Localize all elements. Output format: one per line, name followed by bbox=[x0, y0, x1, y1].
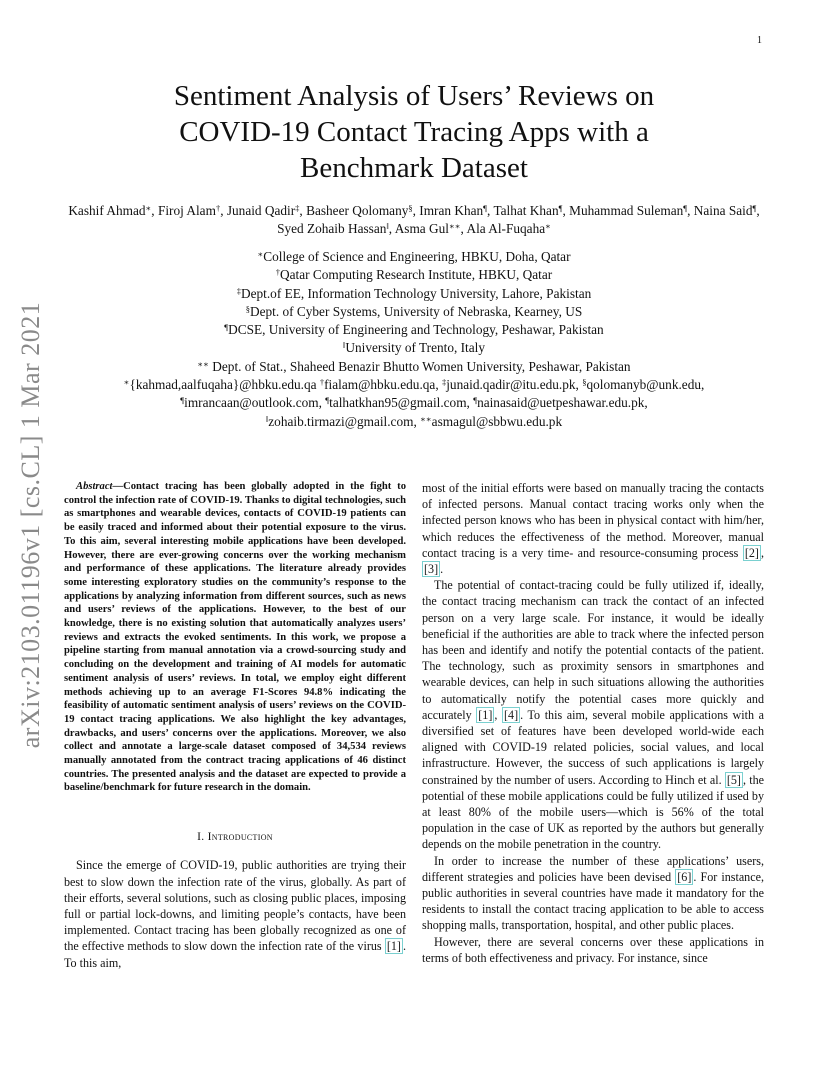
email-address: imrancaan@outlook.com, bbox=[184, 395, 326, 411]
citation-link[interactable]: [5] bbox=[726, 772, 741, 787]
affiliation-line bbox=[64, 358, 764, 376]
email-mark: ‖ bbox=[265, 413, 269, 424]
email-mark: ¶ bbox=[473, 395, 478, 406]
affiliation-mark: ‖ bbox=[342, 340, 346, 351]
author-name: Talhat Khan bbox=[493, 203, 559, 218]
right-paragraph-4 bbox=[422, 934, 764, 966]
abstract-dash: — bbox=[112, 481, 124, 492]
rp2-text2: . To this aim, several mobile applications with a diversified set of features have been developed world-wide each aligned with COVID-19 related policies, social values, and local infrastructure. However, the success of such applications is largely constrained by the number of users. According to Hinch et al. bbox=[422, 707, 765, 787]
email-line-1 bbox=[64, 376, 764, 394]
author-affiliation-mark: ¶ bbox=[683, 203, 688, 213]
title-line-1: Sentiment Analysis of Users’ Reviews on bbox=[173, 80, 655, 112]
rp2-tail: , the potential of these mobile applications could be fully utilized if used by at least 80% of the mobile users—which is 56% of the total population in the case of UK as reported by the authors but generally depends on the mobile penetration in the country. bbox=[422, 772, 764, 852]
affiliation-line bbox=[64, 303, 764, 321]
author-affiliation-mark: ‡ bbox=[295, 203, 300, 213]
affiliation-text: Dept. of Cyber Systems, University of Nebraska, Kearney, US bbox=[250, 303, 583, 319]
author-separator: , bbox=[388, 221, 395, 236]
affiliation-mark: ∗ bbox=[257, 249, 264, 259]
author-name: Imran Khan bbox=[419, 203, 484, 218]
rp3-tail: . For instance, public authorities in several countries have made it mandatory for the residents to install the contact tracing application to be able to access shopping malls, transportation, hospital, and other public places. bbox=[422, 869, 764, 933]
rp2-mid: , bbox=[494, 707, 503, 722]
affiliation-list bbox=[64, 248, 764, 431]
abstract bbox=[64, 480, 406, 795]
email-line-3 bbox=[64, 413, 764, 431]
author-name: Basheer Qolomany bbox=[306, 203, 409, 218]
paper-header bbox=[64, 78, 764, 431]
author-separator: , bbox=[412, 203, 420, 218]
author-name: Firoj Alam bbox=[157, 203, 216, 218]
citation-link[interactable]: [2] bbox=[744, 545, 759, 560]
affiliation-text: College of Science and Engineering, HBKU, Doha, Qatar bbox=[263, 249, 571, 264]
section-number: I. bbox=[197, 831, 208, 844]
section-heading-introduction bbox=[64, 829, 406, 845]
author-affiliation-mark: ¶ bbox=[558, 203, 563, 213]
citation-link[interactable]: [1] bbox=[386, 939, 401, 954]
email-address: zohaib.tirmazi@gmail.com, bbox=[268, 413, 421, 429]
email-mark: † bbox=[319, 377, 325, 388]
author-affiliation-mark: ¶ bbox=[483, 203, 488, 213]
intro-p1-tail: . To this aim, bbox=[64, 939, 406, 970]
email-mark: ¶ bbox=[325, 395, 330, 406]
arxiv-identifier-stamp: arXiv:2103.01196v1 [cs.CL] 1 Mar 2021 bbox=[16, 301, 45, 749]
right-paragraph-2 bbox=[422, 577, 764, 852]
affiliation-mark: § bbox=[245, 303, 250, 314]
affiliation-line bbox=[64, 266, 764, 284]
affiliation-line bbox=[64, 285, 764, 303]
email-mark: ¶ bbox=[180, 395, 185, 406]
author-separator: , bbox=[460, 221, 467, 236]
right-paragraph-1 bbox=[422, 480, 764, 577]
citation-link[interactable]: [6] bbox=[677, 869, 692, 884]
email-mark: § bbox=[582, 377, 587, 388]
email-address: talhatkhan95@gmail.com, bbox=[329, 395, 474, 411]
author-name: Syed Zohaib Hassan bbox=[277, 221, 387, 236]
author-separator: , bbox=[687, 203, 694, 218]
right-column bbox=[422, 480, 764, 966]
affiliation-line bbox=[64, 321, 764, 339]
affiliation-mark: ∗∗ bbox=[197, 358, 209, 369]
title-line-3: Benchmark Dataset bbox=[300, 152, 528, 184]
title-line-2: COVID-19 Contact Tracing Apps with a bbox=[179, 116, 649, 148]
affiliation-mark: † bbox=[275, 267, 281, 278]
affiliation-text: Dept. of Stat., Shaheed Benazir Bhutto Women University, Peshawar, Pakistan bbox=[208, 358, 631, 374]
rp1-mid: , bbox=[760, 545, 764, 560]
author-affiliation-mark: § bbox=[408, 203, 413, 213]
rp1-text: most of the initial efforts were based on manually tracing the contacts of infected persons. Manual contact tracing works only when the infected person knows who has been in physical contact with him/her, which reduces the effectiveness of the method. Moreover, manual contact tracing is a very time- and resource-consuming process bbox=[422, 481, 764, 560]
affiliation-line bbox=[64, 339, 764, 357]
intro-paragraph-1 bbox=[64, 857, 406, 970]
affiliation-line bbox=[64, 248, 764, 266]
paper-title bbox=[64, 78, 764, 186]
author-separator: , bbox=[299, 203, 307, 218]
author-affiliation-mark: ∗ bbox=[545, 221, 551, 231]
email-address: nainasaid@uetpeshawar.edu.pk, bbox=[477, 395, 648, 411]
author-separator: , bbox=[220, 203, 227, 218]
email-address: junaid.qadir@itu.edu.pk, bbox=[446, 377, 583, 393]
rp4-text: However, there are several concerns over these applications in terms of both effectiveness and privacy. For instance, since bbox=[422, 934, 764, 965]
author-name: Muhammad Suleman bbox=[569, 203, 684, 218]
affiliation-mark: ¶ bbox=[224, 322, 229, 333]
author-separator: , bbox=[487, 203, 494, 218]
email-line-2 bbox=[64, 394, 764, 412]
intro-p1-text: Since the emerge of COVID-19, public authorities are trying their best to slow down the infection rate of the virus, globally. As part of their efforts, several solutions, such as closing public places, imposing full or partial lock-downs, and limiting people’s contacts, have been implemented. Contact tracing has been globally recognized as one of the effective methods to slow down the infection rate of the virus bbox=[64, 858, 406, 954]
author-name: Kashif Ahmad bbox=[68, 203, 146, 218]
email-address: qolomanyb@unk.edu, bbox=[586, 377, 705, 393]
affiliation-mark: ‡ bbox=[236, 285, 241, 296]
affiliation-text: Dept.of EE, Information Technology University, Lahore, Pakistan bbox=[241, 285, 592, 301]
page-number: 1 bbox=[757, 35, 762, 46]
affiliation-text: University of Trento, Italy bbox=[345, 340, 485, 356]
author-name: Asma Gul bbox=[394, 221, 449, 236]
rp3-text: In order to increase the number of these applications’ users, different strategies and policies have been devised bbox=[422, 853, 764, 884]
section-title: Introduction bbox=[207, 831, 273, 844]
author-name: Junaid Qadir bbox=[226, 203, 296, 218]
affiliation-text: Qatar Computing Research Institute, HBKU, Qatar bbox=[280, 267, 553, 283]
email-mark: ‡ bbox=[441, 377, 447, 388]
citation-link[interactable]: [1] bbox=[478, 707, 493, 722]
email-address: fialam@hbku.edu.qa, bbox=[324, 377, 442, 393]
email-mark: ∗ bbox=[123, 377, 130, 388]
left-column bbox=[64, 480, 406, 971]
email-address: asmagul@sbbwu.edu.pk bbox=[431, 413, 563, 429]
author-name: Naina Said bbox=[693, 203, 753, 218]
right-paragraph-3 bbox=[422, 853, 764, 934]
citation-link[interactable]: [3] bbox=[424, 562, 439, 577]
affiliation-text: DCSE, University of Engineering and Technology, Peshawar, Pakistan bbox=[228, 322, 604, 338]
rp2-text: The potential of contact-tracing could be fully utilized if, ideally, the contact tracing mechanism can track the contact of an infected person on a very large scale. For instance, it would be ideally beneficial if the authorities are able to track where the infected person has been and identify and notify the potential contacts of the patient. The technology, such as proximity sensors in smartphones and wearable devices, can help in such situations allowing the authorities to automatically notify the potential cases more quickly and accurately bbox=[422, 578, 764, 722]
author-affiliation-mark: ¶ bbox=[752, 203, 757, 213]
author-name: Ala Al-Fuqaha bbox=[466, 221, 546, 236]
rp1-tail: . bbox=[440, 562, 444, 577]
author-list bbox=[64, 202, 764, 238]
email-address: {kahmad,aalfuqaha}@hbku.edu.qa bbox=[129, 377, 320, 393]
author-separator: , bbox=[562, 203, 570, 218]
author-affiliation-mark: ‖ bbox=[386, 221, 389, 231]
author-separator: , bbox=[151, 203, 158, 218]
email-mark: ∗∗ bbox=[420, 413, 432, 424]
author-affiliation-mark: ∗ bbox=[145, 203, 152, 213]
author-affiliation-mark: † bbox=[215, 203, 221, 213]
abstract-label: Abstract bbox=[76, 481, 113, 492]
citation-link[interactable]: [4] bbox=[504, 707, 519, 722]
abstract-text: Contact tracing has been globally adopted in the fight to control the infection rate of COVID-19. Thanks to digital technologies, such as smartphones and wearable devices, contacts of COVID-19 patients can be easily traced and informed about their potential exposure to the virus. To this aim, several interesting mobile applications have been developed. However, there are ever-growing concerns over the working mechanism and performance of these applications. The literature already provides some interesting exploratory studies on the community’s response to the applications by analyzing information from different sources, such as news and users’ reviews of the applications. However, to the best of our knowledge, there is no existing solution that automatically analyzes users’ reviews and extracts the evoked sentiments. In this work, we propose a pipeline starting from manual annotation via a crowd-sourcing study and concluding on the development and training of AI models for automatic sentiment analysis of users’ reviews. In total, we employ eight different methods achieving up to an average F1-Scores 94.8% indicating the feasibility of automatic sentiment analysis of users’ reviews on the COVID-19 contact tracing applications. We also highlight the key advantages, drawbacks, and users’ concerns over the applications. Moreover, we also collect and annotate a large-scale dataset composed of 34,534 reviews manually annotated from the contract tracing applications of 46 distinct countries. The presented analysis and the dataset are expected to provide a baseline/benchmark for future research in the domain. bbox=[64, 481, 406, 794]
author-separator: , bbox=[756, 203, 760, 218]
affiliation-lines bbox=[64, 248, 764, 376]
author-affiliation-mark: ∗∗ bbox=[448, 221, 461, 231]
